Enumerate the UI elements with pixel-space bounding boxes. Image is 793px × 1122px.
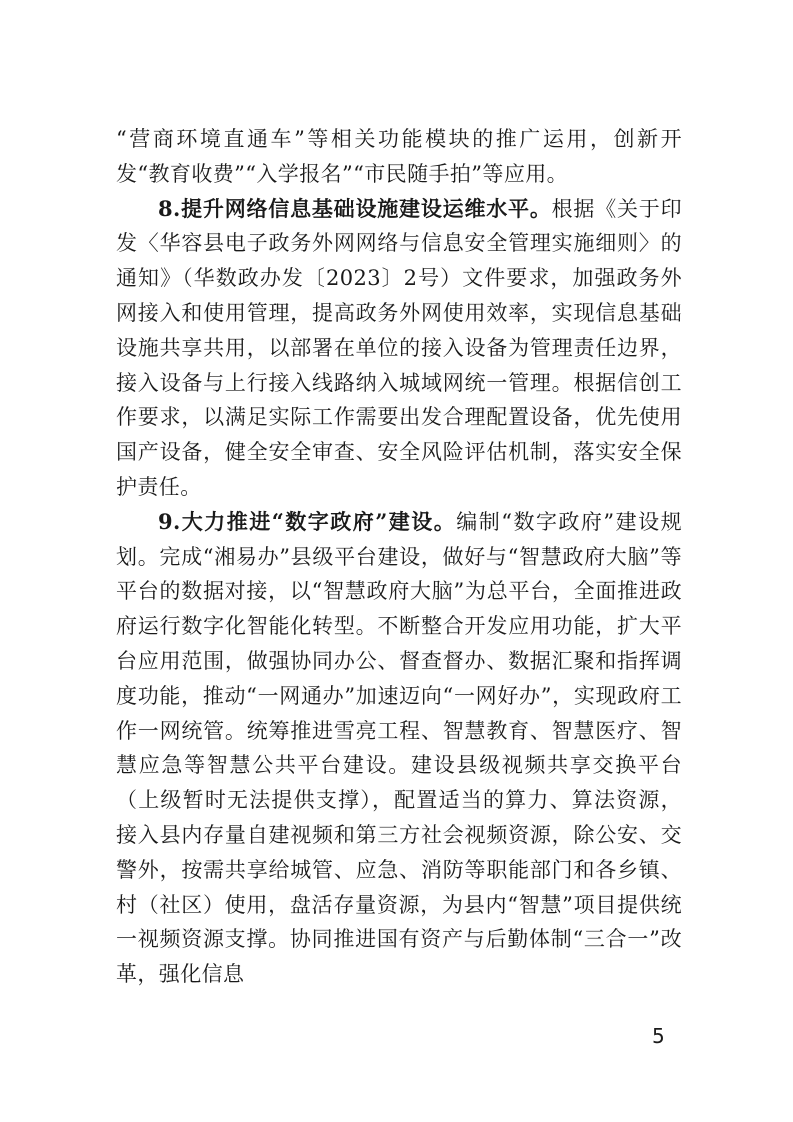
paragraph-text: 编制“数字政府”建设规划。完成“湘易办”县级平台建设，做好与“智慧政府大脑”等平台的数据对接，以“智慧政府大脑”为总平台，全面推进政府运行数字化智能化转型。不断整合开发应用功能，扩大平台应用范围，做强协同办公、督查督办、数据汇聚和指挥调度功能，推动“一网通办”加速迈向“一网好办”，实现政府工作一网统管。统筹推进雪亮工程、智慧教育、智慧医疗、智慧应急等智慧公共平台建设。建设县级视频共享交换平台（上级暂时无法提供支撑），配置适当的算力、算法资源，接入县内存量自建视频和第三方社会视频资源，除公安、交警外，按需共享给城管、应急、消防等职能部门和各乡镇、村（社区）使用，盘活存量资源，为县内“智慧”项目提供统一视频资源支撑。协同推进国有资产与后勤体制“三合一”改革，强化信息 bbox=[116, 509, 682, 987]
section-heading-8: 8.提升网络信息基础设施建设运维水平。 bbox=[158, 195, 552, 221]
paragraph-text: “营商环境直通车”等相关功能模块的推广运用，创新开发“教育收费”“入学报名”“市民随手拍”等应用。 bbox=[116, 127, 682, 186]
paragraph-continuation bbox=[116, 122, 682, 192]
section-heading-9: 9.大力推进“数字政府”建设。 bbox=[158, 508, 457, 534]
paragraph-item-9 bbox=[116, 505, 682, 992]
page-number: 5 bbox=[652, 1024, 665, 1048]
paragraph-item-8 bbox=[116, 192, 682, 505]
paragraph-text: 根据《关于印发〈华容县电子政务外网网络与信息安全管理实施细则〉的通知》（华数政办发〔2023〕2号）文件要求，加强政务外网接入和使用管理，提高政务外网使用效率，实现信息基础设施共享共用，以部署在单位的接入设备为管理责任边界，接入设备与上行接入线路纳入城域网统一管理。根据信创工作要求，以满足实际工作需要出发合理配置设备，优先使用国产设备，健全安全审查、安全风险评估机制，落实安全保护责任。 bbox=[116, 196, 682, 499]
document-body bbox=[116, 122, 682, 992]
